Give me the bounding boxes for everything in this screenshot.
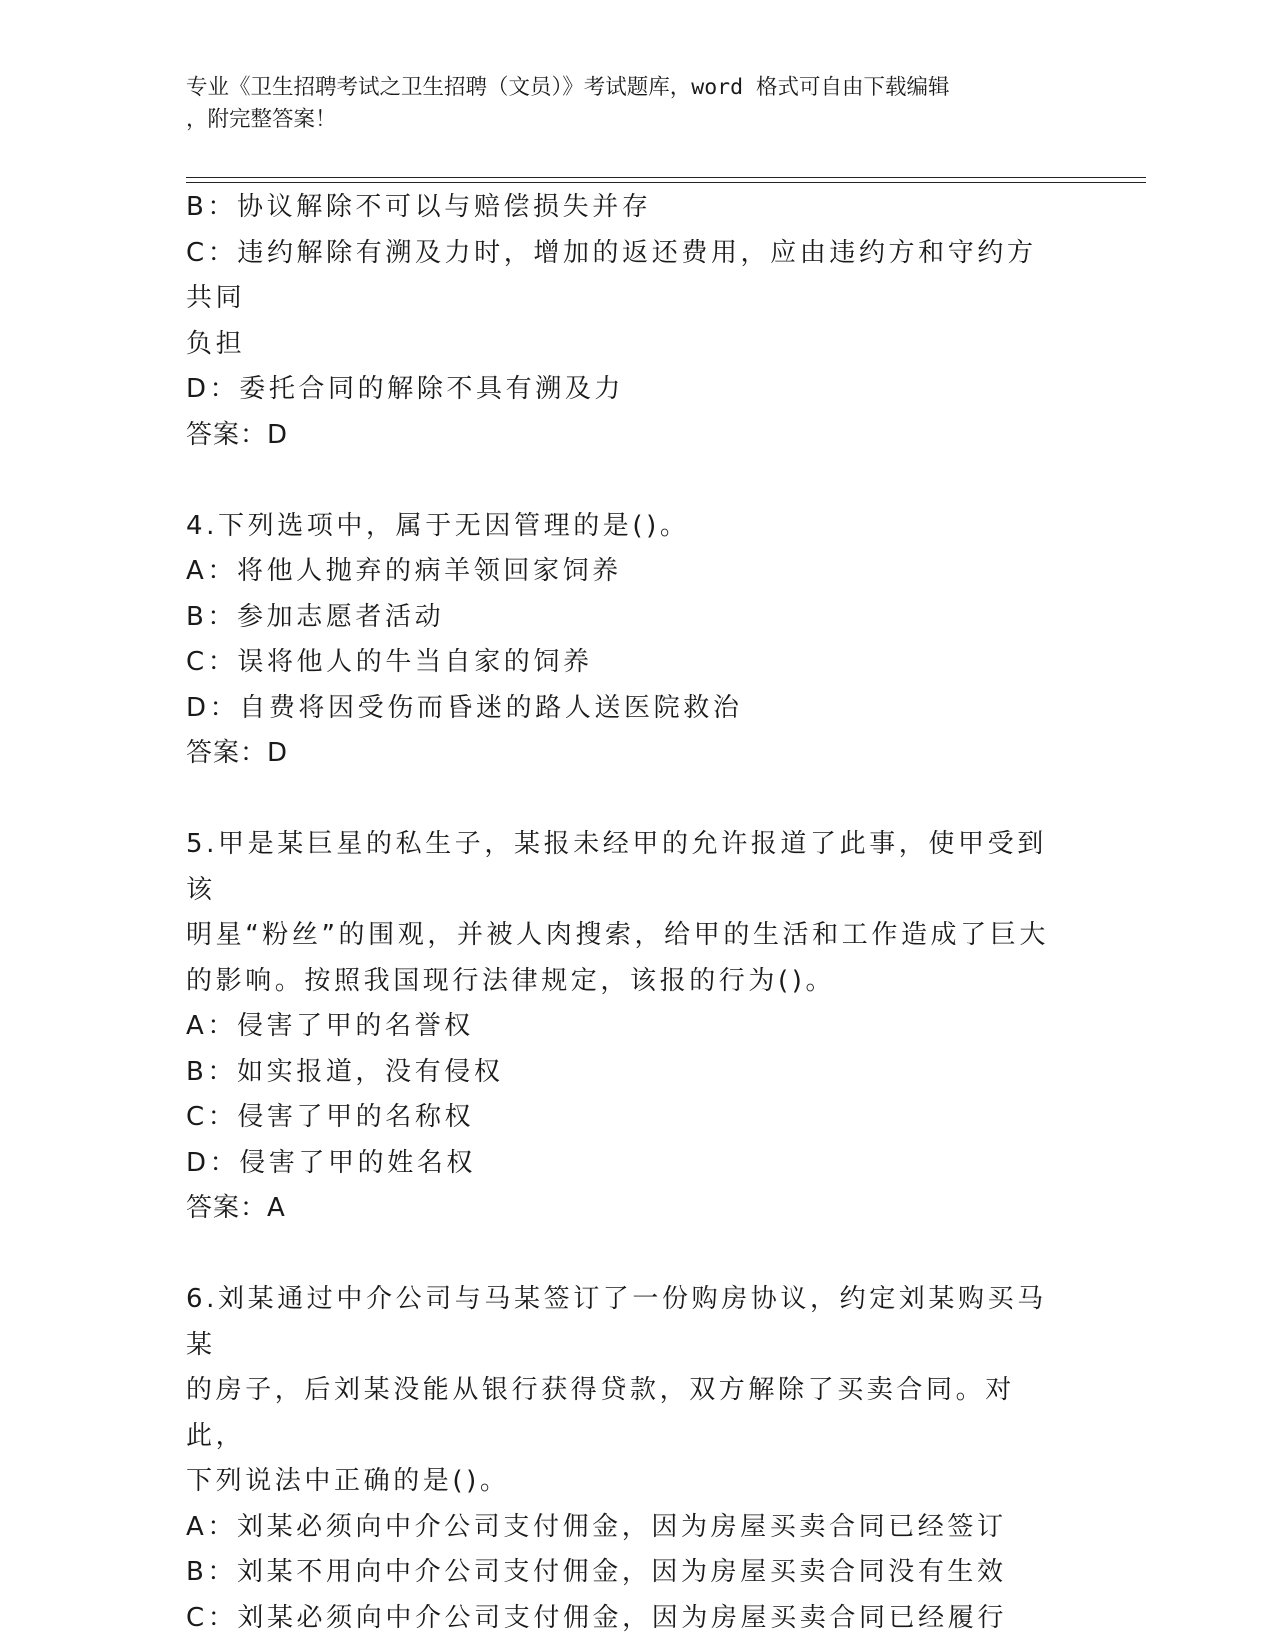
- page-header: [186, 72, 1066, 136]
- option-b: B：协议解除不可以与赔偿损失并存: [186, 192, 652, 222]
- option-b: B：如实报道，没有侵权: [186, 1056, 504, 1087]
- question-stem-line-3: 下列说法中正确的是()。: [186, 1466, 510, 1496]
- option-d: D：自费将因受伤而昏迷的路人送医院救治: [186, 692, 743, 723]
- option-a: A：刘某必须向中介公司支付佣金，因为房屋买卖合同已经签订: [186, 1511, 1007, 1542]
- question-6: [186, 1277, 1066, 1641]
- question-stem: 4.下列选项中，属于无因管理的是()。: [186, 510, 690, 541]
- answer-label: 答案：D: [186, 738, 289, 768]
- option-c-continued: 负担: [186, 328, 246, 359]
- spacer: [186, 1232, 1066, 1278]
- option-c: C：刘某必须向中介公司支付佣金，因为房屋买卖合同已经履行: [186, 1602, 1007, 1633]
- spacer: [186, 777, 1066, 823]
- spacer: [186, 458, 1066, 504]
- option-d: D：侵害了甲的姓名权: [186, 1147, 477, 1178]
- option-c: C：侵害了甲的名称权: [186, 1102, 475, 1132]
- option-b: B：刘某不用向中介公司支付佣金，因为房屋买卖合同没有生效: [186, 1557, 1007, 1587]
- question-stem-line-1: 6.刘某通过中介公司与马某签订了一份购房协议，约定刘某购买马某: [186, 1284, 1047, 1360]
- option-a: A：侵害了甲的名誉权: [186, 1011, 474, 1041]
- option-c: C：违约解除有溯及力时，增加的返还费用，应由违约方和守约方共同: [186, 237, 1037, 313]
- question-stem-line-2: 明星“粉丝”的围观，并被人肉搜索，给甲的生活和工作造成了巨大: [186, 920, 1049, 950]
- question-stem-line-2: 的房子，后刘某没能从银行获得贷款，双方解除了买卖合同。对此，: [186, 1375, 1015, 1451]
- header-divider: [186, 177, 1146, 183]
- option-b: B：参加志愿者活动: [186, 601, 445, 632]
- answer-label: 答案：D: [186, 419, 289, 450]
- question-4: [186, 504, 1066, 777]
- answer-label: 答案：A: [186, 1193, 286, 1223]
- question-5: [186, 822, 1066, 1232]
- option-d: D：委托合同的解除不具有溯及力: [186, 374, 625, 404]
- question-stem-line-3: 的影响。按照我国现行法律规定，该报的行为()。: [186, 965, 836, 996]
- header-line-2: ，附完整答案！: [186, 107, 337, 132]
- question-stem-line-1: 5.甲是某巨星的私生子，某报未经甲的允许报道了此事，使甲受到该: [186, 829, 1047, 905]
- option-c: C：误将他人的牛当自家的饲养: [186, 647, 593, 677]
- option-a: A：将他人抛弃的病羊领回家饲养: [186, 556, 622, 586]
- question-3-continued: [186, 185, 1066, 458]
- header-line-1: 专业《卫生招聘考试之卫生招聘（文员）》考试题库，word 格式可自由下载编辑: [186, 75, 950, 100]
- question-content: [186, 185, 1066, 1641]
